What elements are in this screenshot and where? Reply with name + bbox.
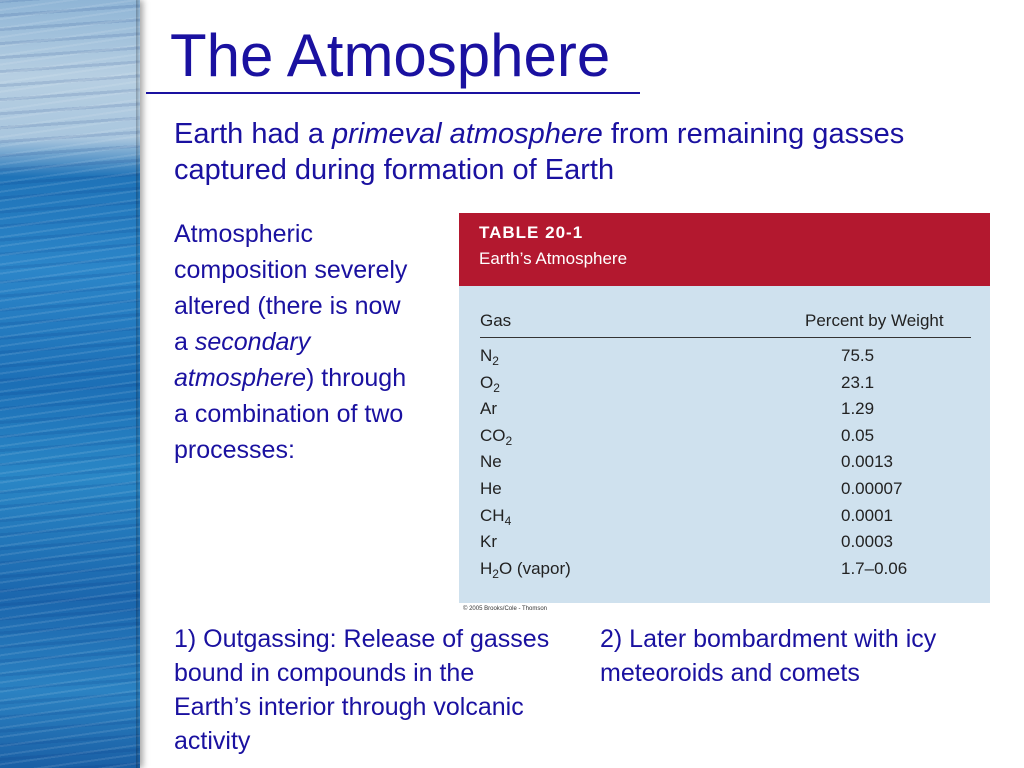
- table-row: [459, 373, 990, 400]
- gas-percent: 0.05: [841, 425, 875, 445]
- gas-symbol: N: [480, 346, 493, 365]
- table-caption: Earth’s Atmosphere: [479, 249, 628, 268]
- composition-text-before: Atmospheric composition severely altered (there is now a: [174, 220, 408, 356]
- gas-suffix: O (vapor): [498, 558, 571, 578]
- process-bombardment: 2) Later bombardment with icy meteoroids and comets: [600, 625, 937, 687]
- table-rows: [459, 346, 990, 585]
- column-header-gas: Gas: [480, 311, 512, 330]
- gas-percent: 0.00007: [841, 478, 903, 498]
- table-row: [459, 506, 990, 533]
- table-row: [459, 426, 990, 453]
- intro-text-before: Earth had a: [174, 118, 332, 150]
- gas-symbol: He: [480, 478, 502, 498]
- table-header: [459, 213, 990, 286]
- gas-symbol: O: [480, 372, 494, 392]
- gas-symbol: Kr: [480, 532, 497, 552]
- table-row: [459, 399, 990, 426]
- gas-symbol: CH: [480, 505, 505, 525]
- table-divider: [480, 337, 971, 338]
- strip-shadow: [136, 0, 140, 768]
- gas-percent: 1.29: [841, 399, 875, 419]
- ocean-image-strip: [0, 0, 140, 768]
- gas-symbol: CO: [480, 425, 506, 445]
- gas-name: [480, 452, 502, 474]
- gas-subscript: 2: [492, 354, 499, 368]
- gas-percent: 75.5: [841, 346, 875, 365]
- gas-percent: 0.0001: [841, 505, 893, 525]
- gas-name: [480, 532, 497, 554]
- gas-subscript: 2: [505, 433, 513, 448]
- composition-text-after: ) through a combination of two processes:: [174, 364, 407, 464]
- table-row: [459, 559, 990, 586]
- composition-emphasis: secondary atmosphere: [174, 328, 311, 392]
- gas-percent: 0.0013: [841, 452, 893, 472]
- gas-name: [480, 559, 571, 581]
- gas-percent: 1.7–0.06: [841, 558, 908, 578]
- table-row: [459, 532, 990, 559]
- gas-subscript: 2: [493, 380, 500, 395]
- intro-text: [174, 116, 934, 188]
- gas-subscript: 2: [492, 566, 499, 581]
- title-underline: [146, 92, 640, 94]
- atmosphere-table: [459, 213, 990, 603]
- table-row: [459, 452, 990, 479]
- gas-name: [480, 373, 500, 395]
- slide-title: The Atmosphere: [170, 22, 611, 89]
- gas-percent: 23.1: [841, 372, 875, 392]
- gas-name: [480, 346, 499, 368]
- intro-text-after: from remaining gasses captured during formation of Earth: [174, 118, 905, 186]
- composition-text: [174, 216, 414, 468]
- gas-symbol: Ne: [480, 452, 502, 472]
- intro-emphasis: primeval atmosphere: [332, 118, 603, 150]
- table-copyright: © 2005 Brooks/Cole - Thomson: [463, 606, 548, 612]
- gas-name: [480, 479, 502, 501]
- gas-subscript: 4: [504, 513, 512, 528]
- gas-symbol: H: [480, 558, 493, 578]
- gas-symbol: Ar: [480, 399, 497, 419]
- gas-percent: 0.0003: [841, 532, 893, 552]
- table-row: [459, 479, 990, 506]
- gas-name: [480, 506, 511, 528]
- process-outgassing: 1) Outgassing: Release of gasses bound in compounds in the Earth’s interior through volcanic activity: [174, 625, 550, 755]
- table-label: TABLE 20-1: [479, 223, 584, 242]
- gas-name: [480, 399, 497, 421]
- column-header-percent: Percent by Weight: [805, 311, 944, 330]
- table-row: [459, 346, 990, 373]
- gas-name: [480, 426, 512, 448]
